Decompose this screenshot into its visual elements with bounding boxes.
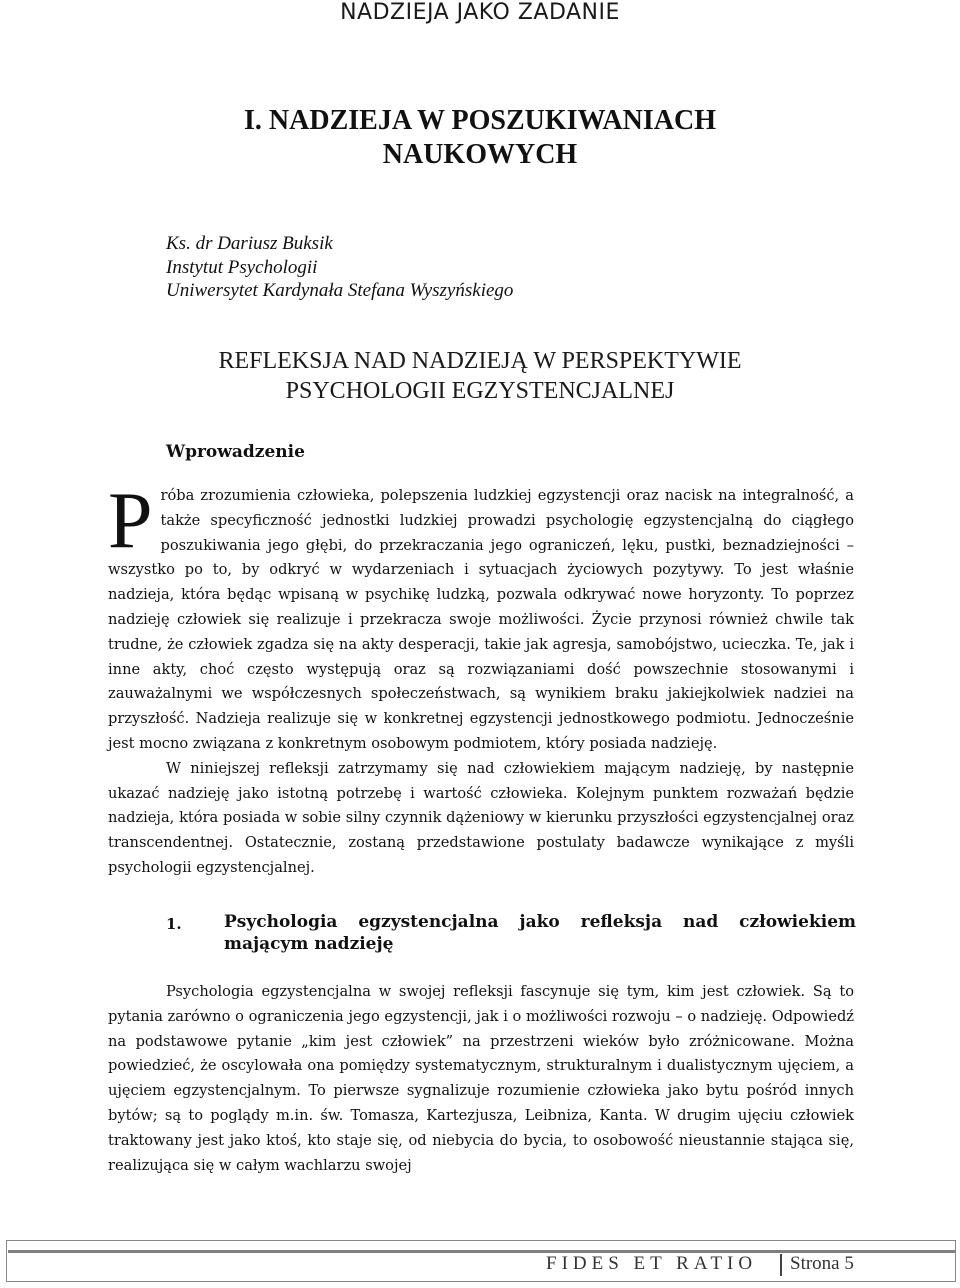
running-header: NADZIEJA JAKO ZADANIE	[340, 0, 620, 25]
author-university: Uniwersytet Kardynała Stefana Wyszyńskiego	[166, 280, 514, 301]
intro-body	[108, 477, 854, 881]
section-number: 1.	[166, 915, 182, 933]
intro-paragraph-1	[108, 477, 854, 757]
intro-heading: Wprowadzenie	[166, 442, 305, 462]
article-title-line-1: REFLEKSJA NAD NADZIEJĄ W PERSPEKTYWIE	[218, 348, 742, 374]
section-1-heading	[166, 911, 856, 955]
author-block	[166, 232, 513, 303]
footer-separator	[780, 1254, 782, 1276]
intro-paragraph-1-text: róba zrozumienia człowieka, polepszenia ludzkiej egzystencji oraz nacisk na integralność, a także specyficzność jednostki ludzkiej prowadzi psychologię egzystencjalną do ciągłego poszukiwania jego głębi, do przekraczania jego ograniczeń, lęku, pustki, beznadziejności – wszystko po to, by odkryć w wydarzeniach i sytuacjach życiowych pozytywy. To jest właśnie nadzieja, która będąc wpisaną w psychikę ludzką, pozwala odkrywać nowe horyzonty. To poprzez nadzieję człowiek się realizuje i przekracza swoje możliwości. Życie przynosi również chwile tak trudne, że człowiek zgadza się na akty desperacji, takie jak agresja, samobójstwo, ucieczka. Te, jak i inne akty, choć często występują oraz są rozwiązaniami dość powszechnie stosowanymi i zauważalnymi we współczesnych społeczeństwach, są wynikiem braku jakiejkolwiek nadziei na przyszłość. Nadzieja realizuje się w konkretnej egzystencji jednostkowego podmiotu. Jednocześnie jest mocno związana z konkretnym osobowym podmiotem, który posiada nadzieję.	[108, 487, 854, 752]
article-title	[0, 346, 960, 406]
page-number: Strona 5	[790, 1253, 854, 1274]
section-1-body	[108, 980, 854, 1178]
section-title: Psychologia egzystencjalna jako refleksja nad człowiekiem mającym nadzieję	[224, 912, 856, 954]
intro-paragraph-2: W niniejszej refleksji zatrzymamy się nad człowiekiem mającym nadzieję, by następnie ukazać nadzieję jako istotną potrzebę i wartość człowieka. Kolejnym punktem rozważań będzie nadzieja, która posiada w sobie silny czynnik dążeniowy w kierunku przyszłości egzystencjalnej oraz transcendentnej. Ostatecznie, zostaną przedstawione postulaty badawcze wynikające z myśli psychologii egzystencjalnej.	[108, 759, 854, 876]
chapter-title-line-2: NAUKOWYCH	[382, 139, 578, 170]
author-name: Ks. dr Dariusz Buksik	[166, 233, 333, 254]
page-footer	[0, 1240, 960, 1284]
drop-cap: P	[108, 477, 153, 565]
chapter-title	[0, 104, 960, 172]
author-institute: Instytut Psychologii	[166, 256, 318, 278]
article-title-line-2: PSYCHOLOGII EGZYSTENCJALNEJ	[285, 378, 675, 404]
chapter-title-line-1: I. NADZIEJA W POSZUKIWANIACH	[244, 105, 716, 136]
footer-brand: FIDES ET RATIO	[546, 1253, 758, 1274]
section-1-paragraph-1: Psychologia egzystencjalna w swojej refleksji fascynuje się tym, kim jest człowiek. Są to pytania zarówno o ograniczenia jego egzystencji, jak i o możliwości rozwoju – o nadzieję. Odpowiedź na podstawowe pytanie „kim jest człowiek” na przestrzeni wieków było zróżnicowane. Można powiedzieć, że oscylowała ona pomiędzy systematycznym, strukturalnym i dualistycznym ujęciem, a ujęciem egzystencjalnym. To pierwsze sygnalizuje rozumienie człowieka jako bytu pośród innych bytów; są to poglądy m.in. św. Tomasza, Kartezjusza, Leibniza, Kanta. W drugim ujęciu człowiek traktowany jest jako ktoś, kto staje się, od niebycia do bycia, to osobowość nieustannie stająca się, realizująca się w całym wachlarzu swojej	[108, 983, 854, 1174]
